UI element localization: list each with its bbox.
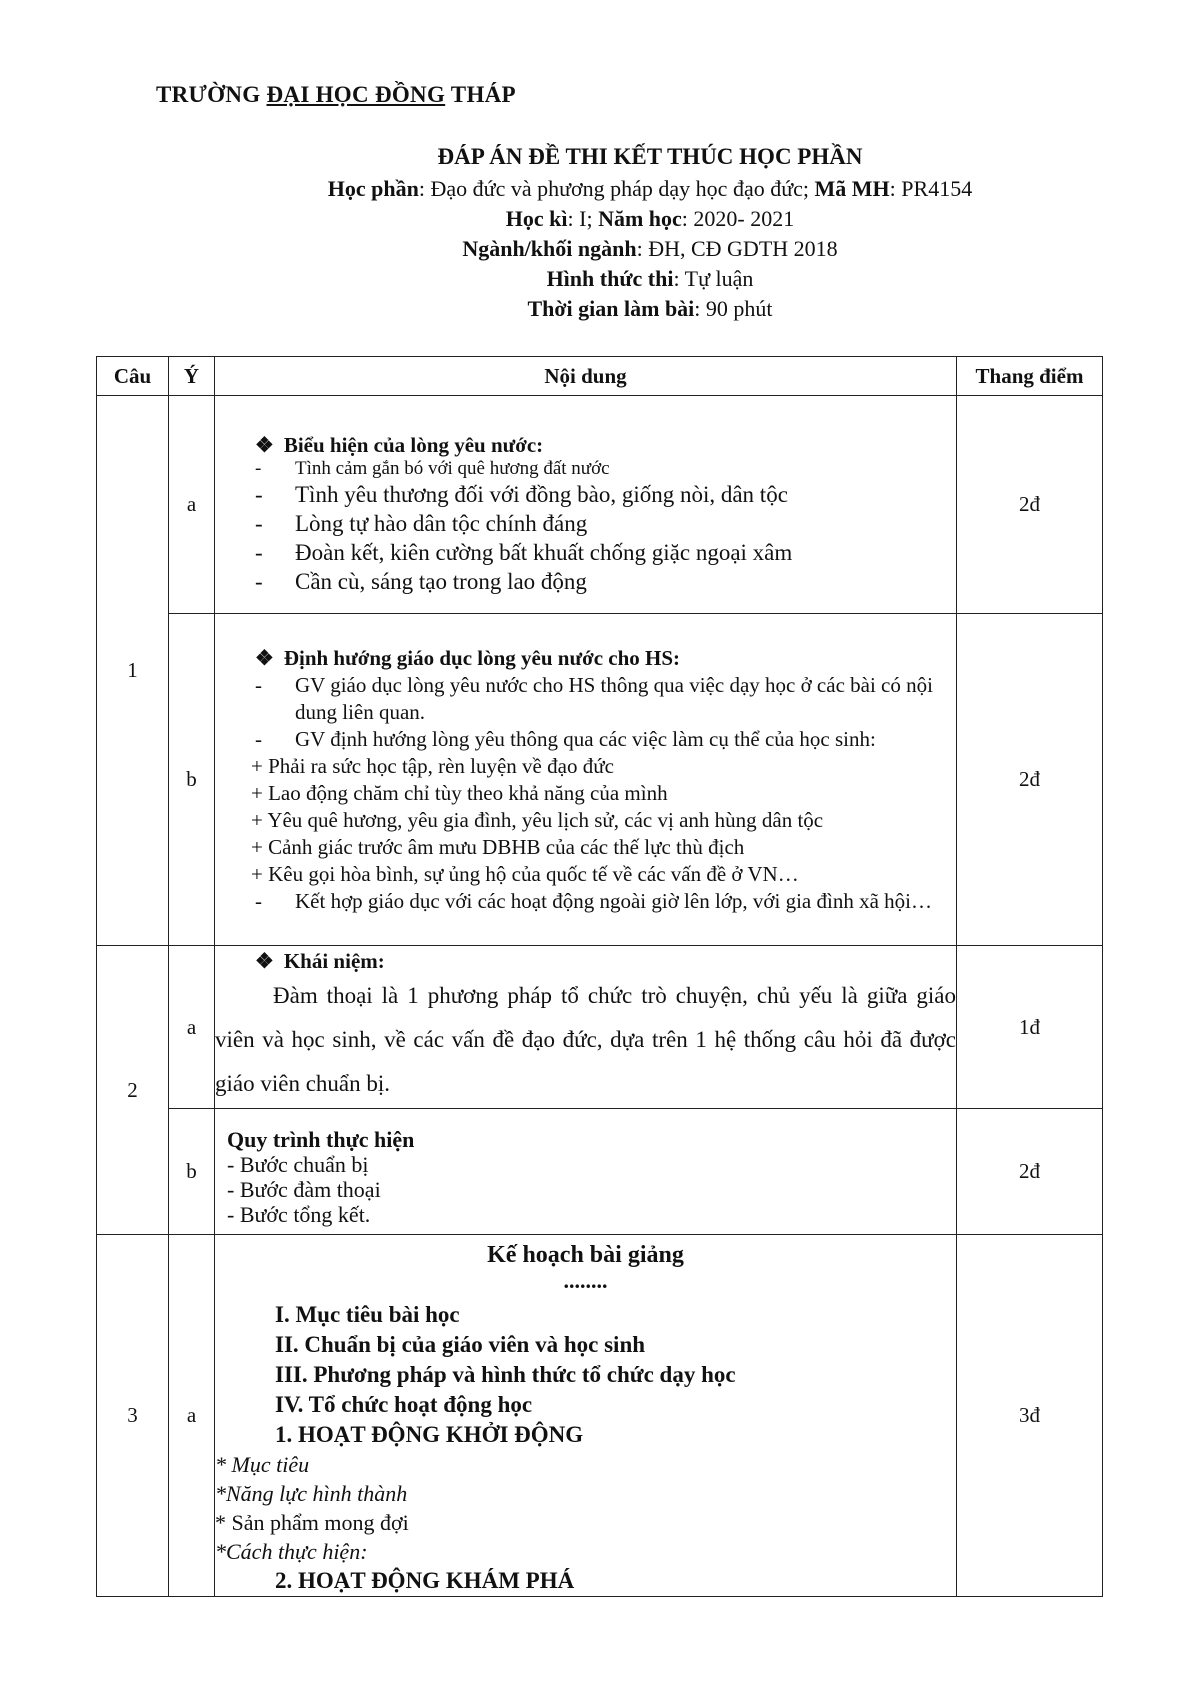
list-item: - Cần cù, sáng tạo trong lao động	[215, 567, 956, 596]
list-item: + Cảnh giác trước âm mưu DBHB của các thế lực thù địch	[251, 834, 745, 859]
plan-sub-item: * Mục tiêu	[215, 1452, 310, 1477]
sub-question-label: a	[169, 396, 215, 614]
score-value: 2đ	[957, 614, 1103, 946]
diamond-bullet-icon: ❖	[255, 948, 274, 973]
question-number: 3	[97, 1235, 169, 1597]
plan-section: 1. HOẠT ĐỘNG KHỞI ĐỘNG	[275, 1422, 584, 1447]
plan-dots: ........	[563, 1268, 608, 1293]
list-item: - GV giáo dục lòng yêu nước cho HS thông qua việc dạy học ở các bài có nội dung liên quan.	[215, 672, 956, 726]
question-number: 1	[97, 396, 169, 946]
list-item: - Đoàn kết, kiên cường bất khuất chống giặc ngoại xâm	[215, 538, 956, 567]
semester-line: Học kì: I; Năm học: 2020- 2021	[505, 206, 795, 231]
header-score: Thang điểm	[957, 357, 1103, 396]
plan-title: Kế hoạch bài giảng	[487, 1242, 684, 1268]
answer-content	[215, 1235, 957, 1597]
table-row	[97, 396, 1103, 614]
score-value: 3đ	[957, 1235, 1103, 1597]
plan-section: II. Chuẩn bị của giáo viên và học sinh	[275, 1332, 646, 1357]
list-item: - Bước chuẩn bị	[227, 1151, 369, 1177]
list-item: + Phải ra sức học tập, rèn luyện về đạo đức	[251, 753, 614, 778]
school-underlined: ĐẠI HỌC ĐỒNG	[266, 82, 446, 107]
section-heading: ❖ Biểu hiện của lòng yêu nước:	[255, 433, 544, 457]
header-cau: Câu	[97, 357, 169, 396]
plan-section: III. Phương pháp và hình thức tổ chức dạy học	[275, 1362, 736, 1387]
list-item: - Lòng tự hào dân tộc chính đáng	[215, 509, 956, 538]
answer-content	[215, 396, 957, 614]
sub-question-label: a	[169, 946, 215, 1109]
list-item: - Bước tổng kết.	[227, 1201, 371, 1227]
answer-table	[96, 356, 1103, 1597]
answer-content	[215, 1109, 957, 1235]
table-row	[97, 1235, 1103, 1597]
exam-time-line: Thời gian làm bài: 90 phút	[527, 296, 773, 321]
section-heading: ❖ Khái niệm:	[255, 948, 385, 973]
table-header-row	[97, 357, 1103, 396]
score-value: 2đ	[957, 1109, 1103, 1235]
table-row	[97, 1109, 1103, 1235]
plan-sub-item: * Sản phẩm mong đợi	[215, 1510, 409, 1535]
list-item: - Tình yêu thương đối với đồng bào, giống nòi, dân tộc	[215, 480, 956, 509]
list-item: - Tình cảm gắn bó với quê hương đất nước	[215, 458, 956, 480]
plan-section: IV. Tổ chức hoạt động học	[275, 1392, 533, 1417]
school-prefix: TRƯỜNG	[156, 82, 267, 107]
plan-section: 2. HOẠT ĐỘNG KHÁM PHÁ	[275, 1568, 575, 1593]
sub-question-label: b	[169, 614, 215, 946]
plan-sub-item: *Năng lực hình thành	[215, 1481, 408, 1506]
exam-header	[180, 142, 1120, 324]
list-item: + Yêu quê hương, yêu gia đình, yêu lịch sử, các vị anh hùng dân tộc	[251, 807, 824, 832]
section-heading: Quy trình thực hiện	[227, 1126, 415, 1152]
plan-sub-item: *Cách thực hiện:	[215, 1539, 368, 1564]
sub-question-label: a	[169, 1235, 215, 1597]
school-name	[156, 82, 516, 108]
score-value: 1đ	[957, 946, 1103, 1109]
section-heading: ❖ Định hướng giáo dục lòng yêu nước cho HS:	[255, 645, 681, 670]
header-content: Nội dung	[215, 357, 957, 396]
score-value: 2đ	[957, 396, 1103, 614]
list-item: + Lao động chăm chỉ tùy theo khả năng của mình	[251, 780, 668, 805]
list-item: + Kêu gọi hòa bình, sự ủng hộ của quốc tế về các vấn đề ở VN…	[251, 861, 799, 886]
answer-content	[215, 946, 957, 1109]
table-row	[97, 946, 1103, 1109]
major-line: Ngành/khối ngành: ĐH, CĐ GDTH 2018	[462, 236, 838, 261]
course-line: Học phần: Đạo đức và phương pháp dạy học đạo đức; Mã MH: PR4154	[327, 176, 973, 201]
school-suffix: THÁP	[445, 82, 516, 107]
list-item: - Bước đàm thoại	[227, 1176, 381, 1202]
header-y: Ý	[169, 357, 215, 396]
plan-section: I. Mục tiêu bài học	[275, 1302, 460, 1327]
document-title: ĐÁP ÁN ĐỀ THI KẾT THÚC HỌC PHẦN	[437, 144, 863, 169]
diamond-bullet-icon: ❖	[255, 433, 274, 457]
exam-form-line: Hình thức thi: Tự luận	[546, 266, 754, 291]
definition-text: Đàm thoại là 1 phương pháp tổ chức trò chuyện, chủ yếu là giữa giáo viên và học sinh, về các vấn đề đạo đức, dựa trên 1 hệ thống câu hỏi đã được giáo viên chuẩn bị.	[215, 982, 956, 1096]
list-item: - GV định hướng lòng yêu thông qua các việc làm cụ thể của học sinh:	[215, 726, 956, 753]
question-number: 2	[97, 946, 169, 1235]
table-row	[97, 614, 1103, 946]
sub-question-label: b	[169, 1109, 215, 1235]
answer-content	[215, 614, 957, 946]
diamond-bullet-icon: ❖	[255, 645, 274, 670]
list-item: - Kết hợp giáo dục với các hoạt động ngoài giờ lên lớp, với gia đình xã hội…	[215, 888, 956, 915]
